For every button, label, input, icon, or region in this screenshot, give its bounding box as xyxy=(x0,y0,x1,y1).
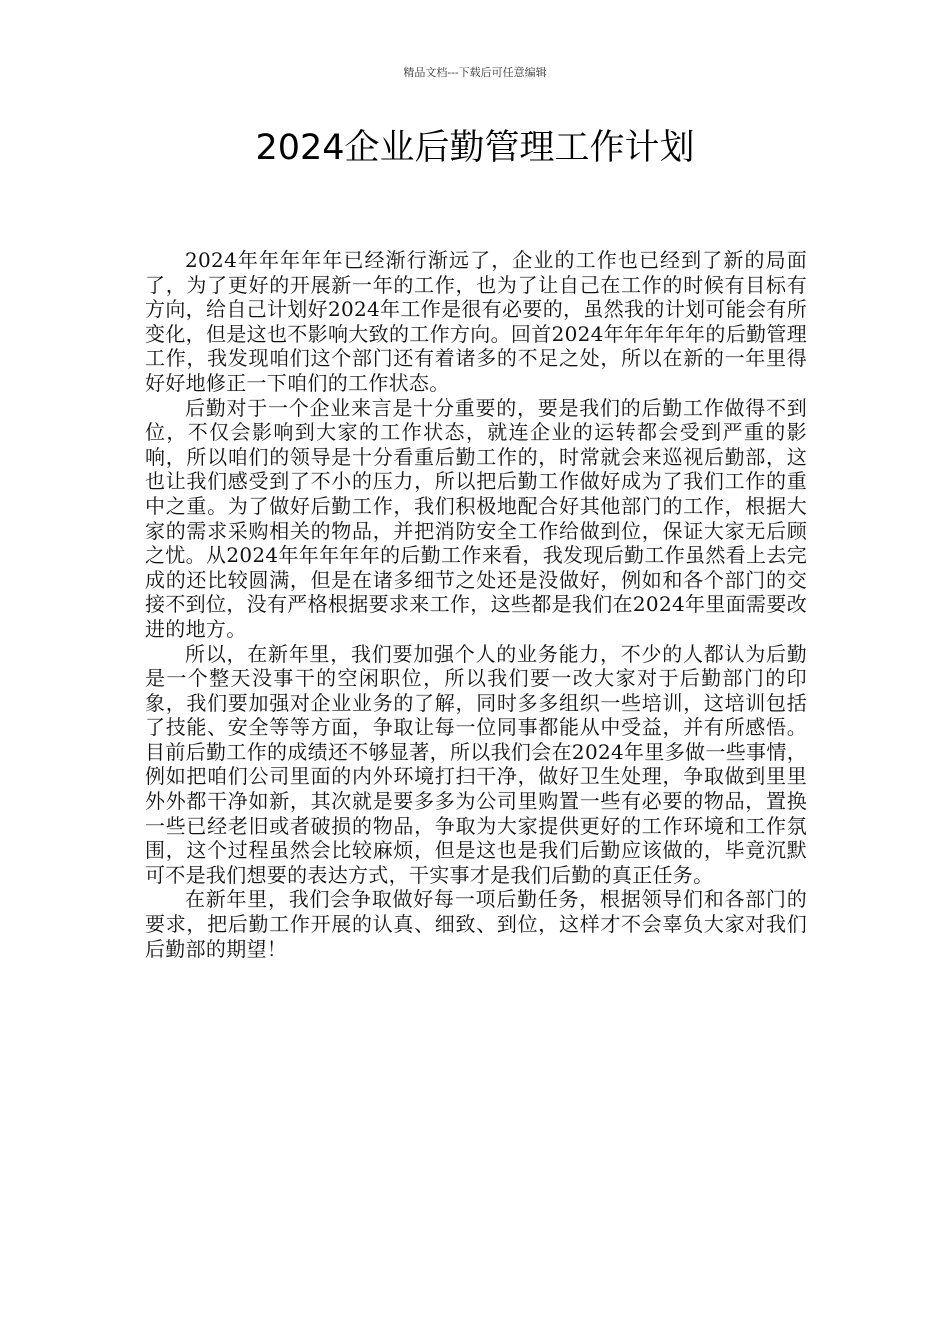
page-header-note: 精品文档---下载后可任意编辑 xyxy=(403,66,547,79)
paragraph-4: 在新年里，我们会争取做好每一项后勤任务，根据领导们和各部门的要求，把后勤工作开展的认真、细致、到位，这样才不会辜负大家对我们后勤部的期望！ xyxy=(145,887,807,961)
document-title: 2024企业后勤管理工作计划 xyxy=(255,128,695,168)
document-body xyxy=(145,248,807,961)
paragraph-3: 所以，在新年里，我们要加强个人的业务能力，不少的人都认为后勤是一个整天没事干的空闲职位，所以我们要一改大家对于后勤部门的印象，我们要加强对企业业务的了解，同时多多组织一些培训，这培训包括了技能、安全等等方面，争取让每一位同事都能从中受益，并有所感悟。目前后勤工作的成绩还不够显著，所以我们会在2024年里多做一些事情，例如把咱们公司里面的内外环境打扫干净，做好卫生处理，争取做到里里外外都干净如新，其次就是要多多为公司里购置一些有必要的物品，置换一些已经老旧或者破损的物品，争取为大家提供更好的工作环境和工作氛围，这个过程虽然会比较麻烦，但是这也是我们后勤应该做的，毕竟沉默可不是我们想要的表达方式，干实事才是我们后勤的真正任务。 xyxy=(145,641,807,887)
paragraph-2: 后勤对于一个企业来言是十分重要的，要是我们的后勤工作做得不到位，不仅会影响到大家的工作状态，就连企业的运转都会受到严重的影响，所以咱们的领导是十分看重后勤工作的，时常就会来巡视后勤部，这也让我们感受到了不小的压力，所以把后勤工作做好成为了我们工作的重中之重。为了做好后勤工作，我们积极地配合好其他部门的工作，根据大家的需求采购相关的物品，并把消防安全工作给做到位，保证大家无后顾之忧。从2024年年年年年的后勤工作来看，我发现后勤工作虽然看上去完成的还比较圆满，但是在诸多细节之处还是没做好，例如和各个部门的交接不到位，没有严格根据要求来工作，这些都是我们在2024年里面需要改进的地方。 xyxy=(145,395,807,641)
paragraph-1: 2024年年年年年已经渐行渐远了，企业的工作也已经到了新的局面了，为了更好的开展新一年的工作，也为了让自己在工作的时候有目标有方向，给自己计划好2024年工作是很有必要的，虽然我的计划可能会有所变化，但是这也不影响大致的工作方向。回首2024年年年年年的后勤管理工作，我发现咱们这个部门还有着诸多的不足之处，所以在新的一年里得好好地修正一下咱们的工作状态。 xyxy=(145,248,807,395)
